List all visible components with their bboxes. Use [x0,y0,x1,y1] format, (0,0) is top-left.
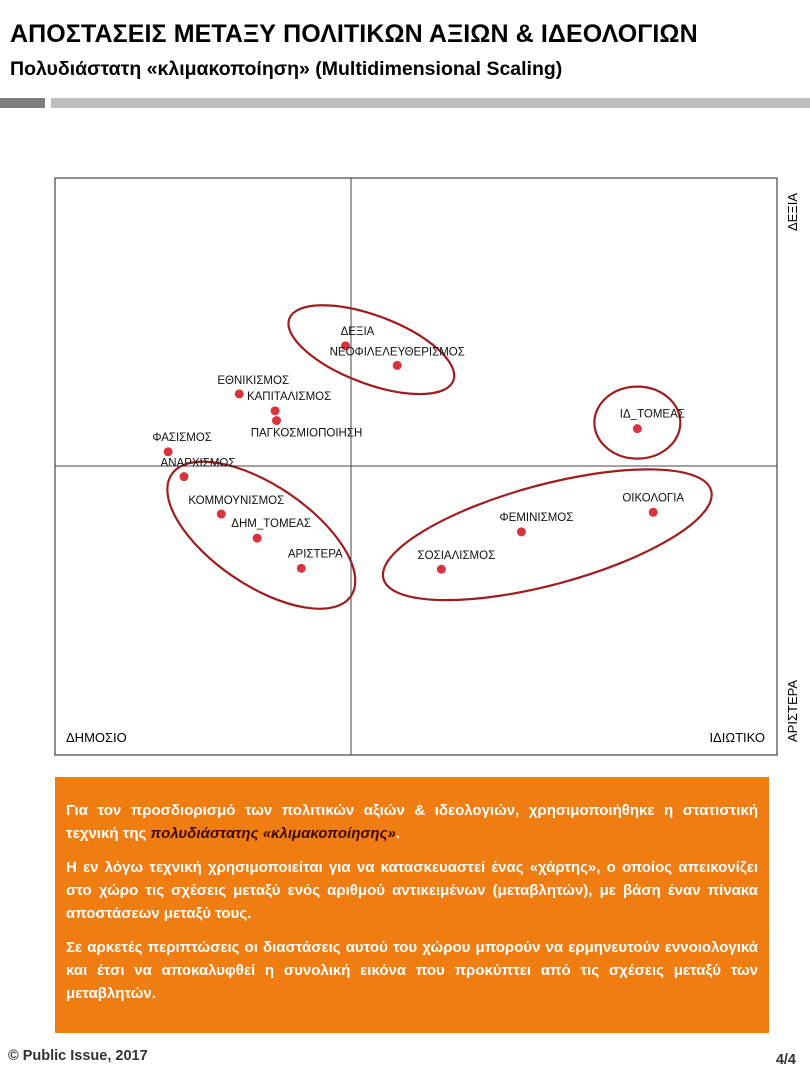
group-ellipse [594,387,680,459]
info-p1-text: Για τον προσδιορισμό των πολιτικών αξιών & ιδεολογιών, χρησιμοποιήθηκε η στατιστική τεχνική της [66,802,758,842]
point-marker [649,508,658,517]
header-bar-dark [0,98,45,108]
point [231,518,311,543]
point-marker [180,472,189,481]
info-paragraph-1 [66,799,758,845]
point [247,391,331,416]
point [622,492,684,517]
point [152,432,212,457]
point-label: ΑΡΙΣΤΕΡΑ [287,548,343,561]
copyright-text: © Public Issue, 2017 [8,1048,148,1064]
point [418,550,496,574]
point-label: ΝΕΟΦΙΛΕΛΕΥΘΕΡΙΣΜΟΣ [329,346,465,359]
point-label: ΑΝΑΡΧΙΣΜΟΣ [160,457,236,470]
points-layer [152,326,685,574]
point [251,416,363,440]
point-marker [271,406,280,415]
point-label: ΠΑΓΚΟΣΜΙΟΠΟΙΗΣΗ [250,427,363,440]
point-marker [633,424,642,433]
point-marker [235,389,244,398]
page-title: ΑΠΟΣΤΑΣΕΙΣ ΜΕΤΑΞΥ ΠΟΛΙΤΙΚΩΝ ΑΞΙΩΝ & ΙΔΕΟΛΟΓΙΩΝ [10,20,698,48]
point [330,346,465,370]
point-marker [164,447,173,456]
info-paragraph-2: Η εν λόγω τεχνική χρησιμοποιείται για να κατασκευαστεί ένας «χάρτης», ο οποίος απεικονίζει στο χώρο τις σχέσεις μεταξύ ενός αριθμού αντικειμένων (μεταβλητών), με βάση έναν πίνακα αποστάσεων μεταξύ τους. [66,859,758,922]
axis-label-left: ΔΗΜΟΣΙΟ [66,730,127,745]
header-bar-light [51,98,810,108]
point [620,409,685,434]
page-number: 4/4 [775,1052,796,1068]
point-label: ΙΔ_ΤΟΜΕΑΣ [619,408,685,421]
point-marker [253,534,262,543]
axis-label-top: ΔΕΞΙΑ [785,192,800,232]
info-p1-highlight: πολυδιάστατης «κλιμακοποίησης» [150,825,396,842]
mds-chart [0,170,810,770]
point-label: ΟΙΚΟΛΟΓΙΑ [622,492,685,505]
point-marker [297,564,306,573]
point [499,512,573,537]
point-marker [393,361,402,370]
point-label: ΕΘΝΙΚΙΣΜΟΣ [217,374,290,387]
point [161,458,236,482]
point-label: ΣΟΣΙΑΛΙΣΜΟΣ [417,550,496,563]
point-label: ΦΑΣΙΣΜΟΣ [152,431,212,444]
page-header [0,0,810,95]
point-label: ΦΕΜΙΝΙΣΜΟΣ [499,511,574,524]
group-ellipse [370,442,724,627]
axis-label-bottom: ΑΡΙΣΤΕΡΑ [785,680,800,742]
info-p1-end: . [395,825,401,842]
point [288,548,343,573]
point-label: ΚΑΠΙΤΑΛΙΣΜΟΣ [246,390,332,403]
point-label: ΔΕΞΙΑ [340,325,375,338]
point-marker [272,416,281,425]
info-box [55,777,769,1033]
page-subtitle: Πολυδιάστατη «κλιμακοποίηση» (Multidimensional Scaling) [10,58,563,80]
axis-label-right: ΙΔΙΩΤΙΚΟ [709,730,765,745]
point-label: ΔΗΜ_ΤΟΜΕΑΣ [231,518,312,531]
point [188,495,284,519]
point-marker [217,510,226,519]
info-paragraph-3: Σε αρκετές περιπτώσεις οι διαστάσεις αυτού του χώρου μπορούν να ερμηνευτούν εννοιολογικά και έτσι να αποκαλυφθεί η συνολική εικόνα που προκύπτει από τις σχέσεις μεταξύ των μεταβλητών. [66,939,758,1002]
point-marker [437,565,446,574]
point-label: ΚΟΜΜΟΥΝΙΣΜΟΣ [188,495,285,508]
point-marker [517,527,526,536]
